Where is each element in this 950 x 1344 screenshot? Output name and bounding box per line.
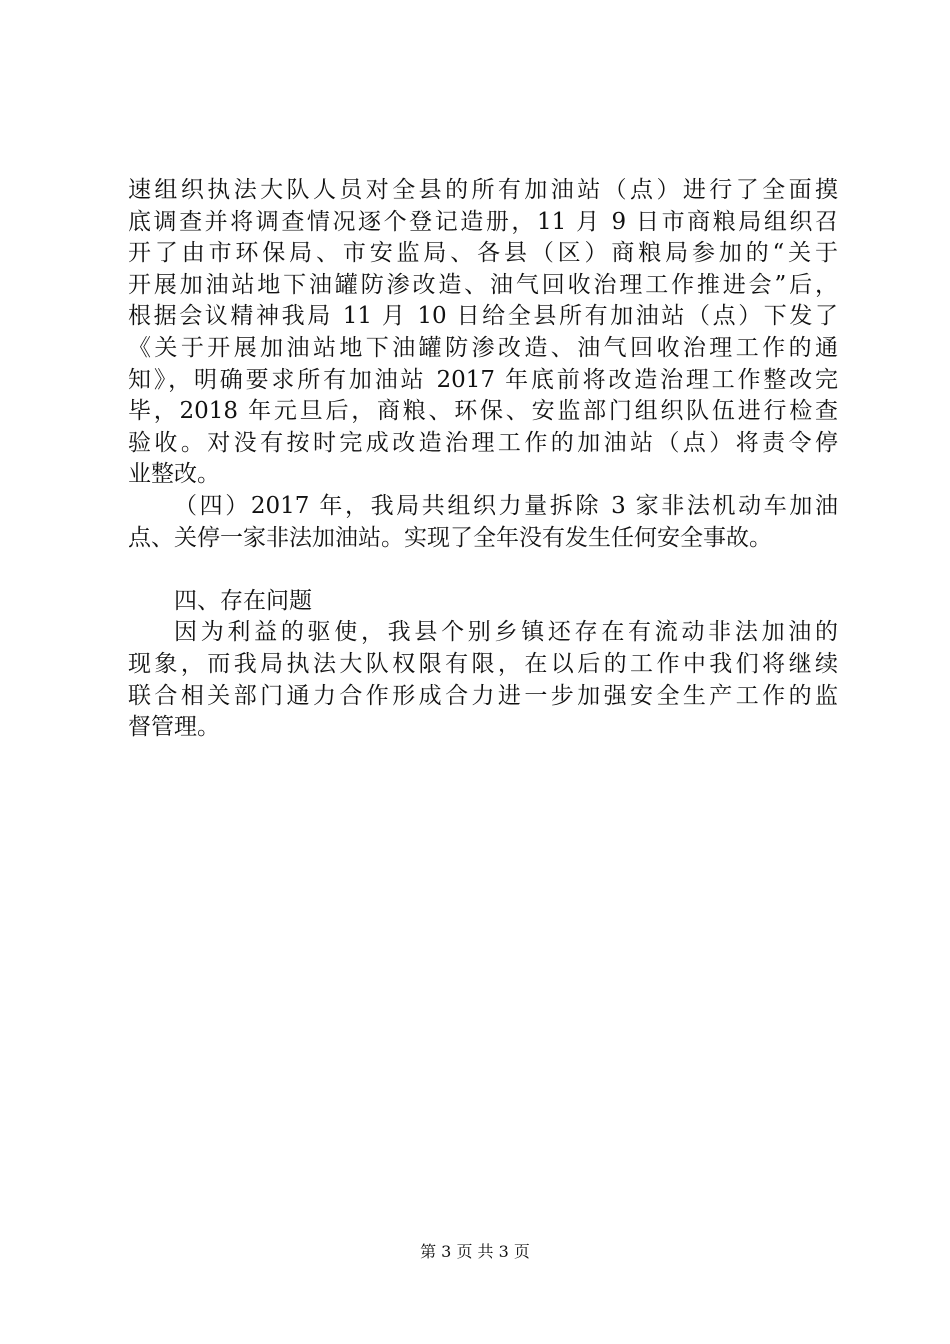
text-line: 毕，2018 年元旦后，商粮、环保、安监部门组织队伍进行检查	[128, 398, 838, 425]
document-body	[128, 175, 838, 744]
text-line: 底调查并将调查情况逐个登记造册，11 月 9 日市商粮局组织召	[128, 208, 838, 235]
text-line: 联合相关部门通力合作形成合力进一步加强安全生产工作的监	[128, 682, 838, 709]
text-line: 速组织执法大队人员对全县的所有加油站（点）进行了全面摸	[128, 177, 838, 203]
section-heading: 四、存在问题	[174, 587, 312, 614]
text-line: 根据会议精神我局 11 月 10 日给全县所有加油站（点）下发了	[128, 303, 838, 330]
blank-line	[128, 554, 838, 586]
page-number: 第 3 页 共 3 页	[420, 1242, 530, 1261]
paragraph-item-four	[128, 491, 838, 554]
text-line: 因为利益的驱使，我县个别乡镇还存在有流动非法加油的	[174, 619, 838, 646]
text-line: （四）2017 年，我局共组织力量拆除 3 家非法机动车加油	[174, 492, 838, 519]
paragraph-continuation	[128, 175, 838, 491]
text-line: 开了由市环保局、市安监局、各县（区）商粮局参加的“关于	[128, 240, 838, 267]
paragraph-problems	[128, 617, 838, 743]
text-line: 开展加油站地下油罐防渗改造、油气回收治理工作推进会”后，	[128, 271, 838, 298]
text-line: 点、关停一家非法加油站。实现了全年没有发生任何安全事故。	[128, 524, 772, 551]
text-line: 督管理。	[128, 714, 220, 741]
text-line: 现象，而我局执法大队权限有限，在以后的工作中我们将继续	[128, 650, 838, 677]
text-line: 知》，明确要求所有加油站 2017 年底前将改造治理工作整改完	[128, 366, 838, 393]
text-line: 验收。对没有按时完成改造治理工作的加油站（点）将责令停	[128, 429, 838, 456]
page-footer	[0, 1242, 950, 1262]
text-line: 业整改。	[128, 461, 220, 488]
text-line: 《关于开展加油站地下油罐防渗改造、油气回收治理工作的通	[128, 334, 838, 361]
